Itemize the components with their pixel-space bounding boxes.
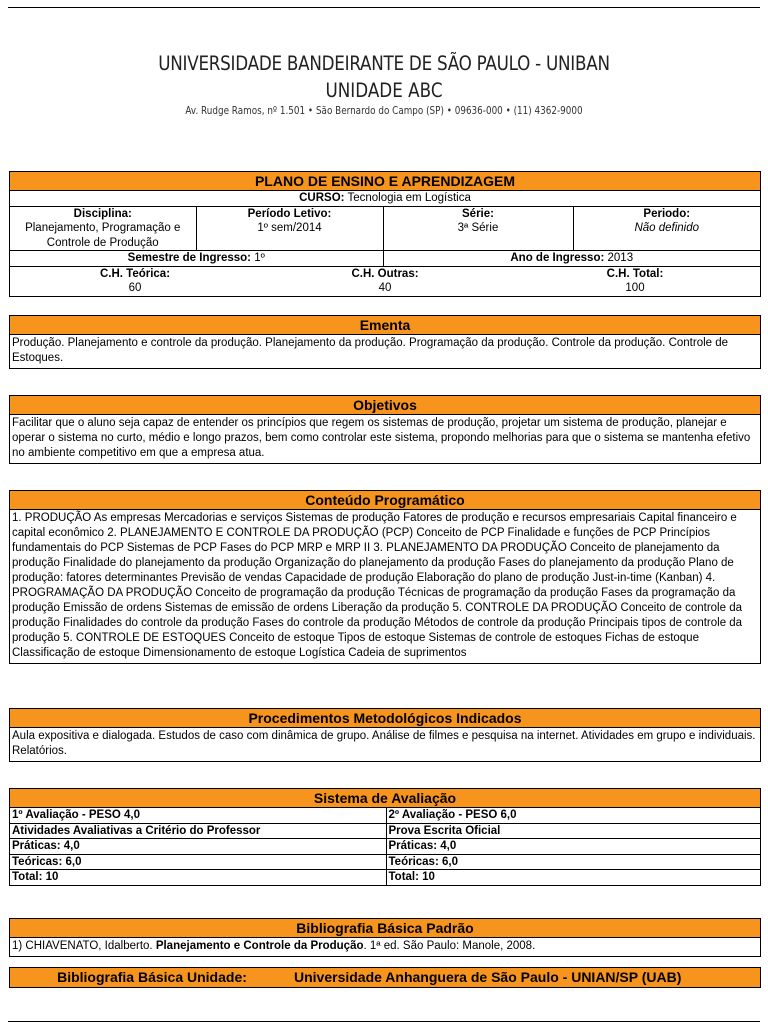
procedimentos-block — [9, 708, 761, 762]
period-cell — [196, 206, 383, 251]
bibliografia-book: Planejamento e Controle da Produção — [155, 940, 364, 952]
conteudo-title: Conteúdo Programático — [10, 491, 760, 510]
year-label: Ano de Ingresso: — [510, 252, 605, 264]
bibliografia-suffix: . 1ª ed. São Paulo: Manole, 2008. — [363, 940, 536, 952]
plan-block — [9, 171, 761, 297]
top-rule — [8, 7, 760, 8]
objetivos-block — [9, 395, 761, 464]
avaliacao-left-1: Atividades Avaliativas a Critério do Professor — [10, 823, 386, 839]
avaliacao-right-2: Práticas: 4,0 — [386, 839, 760, 855]
discipline-label: Disciplina: — [73, 207, 132, 220]
conteudo-block — [9, 490, 761, 664]
ch-total-cell — [510, 267, 760, 296]
ementa-text: Produção. Planejamento e controle da produção. Planejamento da produção. Programação da produção. Controle da produção. Controle de Estoques. — [12, 337, 729, 364]
conteudo-text: 1. PRODUÇÃO As empresas Mercadorias e serviços Sistemas de produção Fatores de produção e recursos empresariais Capital financeiro e capital econômico 2. PLANEJAMENTO E CONTROLE DA PRODUÇÃO (PCP) Conceito de PCP Finalidade e funções de PCP Princípios fundamentais do PCP Sistemas de PCP Fases do PCP MRP e MRP II 3. PLANEJAMENTO DA PRODUÇÃO Conceito de planejamento da produção Finalidade do planejamento da produção Organização do planejamento da produção Fases do planejamento da produção Plano de produção: fatores determinantes Previsão de vendas Capacidade de produção Elaboração do plano de produção Just-in-time (Kanban) 4. PROGRAMAÇÃO DA PRODUÇÃO Conceito de programação da produção Técnicas de programação da produção Fases da programação da produção Emissão de ordens Sistemas de emissão de ordens Liberação da produção 5. CONTROLE DA PRODUÇÃO Conceito de controle da produção Finalidades do controle da produção Fases do controle da produção Métodos de controle da produção Principais tipos de controle da produção 5. CONTROLE DE ESTOQUES Conceito de estoque Tipos de estoque Sistemas de controle de estoques Fichas de estoque Classificação de estoque Dimensionamento de estoque Logística Cadeia de suprimentos — [12, 512, 743, 659]
ingresso-table — [10, 251, 760, 267]
period-label: Período Letivo: — [247, 207, 332, 220]
bibliografia-unidade-bar — [10, 968, 760, 987]
period-value: 1º sem/2014 — [257, 222, 322, 234]
semester-label: Semestre de Ingresso: — [127, 252, 252, 264]
avaliacao-left-3: Teóricas: 6,0 — [10, 854, 386, 870]
ch-outras-value: 40 — [378, 282, 392, 294]
bibliografia-unidade-label: Bibliografia Básica Unidade: — [57, 969, 247, 985]
year-value: 2013 — [607, 252, 634, 264]
bibliografia-block — [9, 918, 761, 957]
avaliacao-title: Sistema de Avaliação — [10, 789, 760, 808]
unit-name: UNIDADE ABC — [325, 79, 443, 102]
periodo-cell — [573, 206, 760, 251]
bibliografia-title: Bibliografia Básica Padrão — [10, 919, 760, 938]
avaliacao-right-4: Total: 10 — [386, 870, 760, 885]
avaliacao-right-0: 2º Avaliação - PESO 6,0 — [386, 808, 760, 823]
address-line: Av. Rudge Ramos, nº 1.501 • São Bernardo do Campo (SP) • 09636-000 • (11) 4362-9000 — [185, 105, 583, 117]
semester-cell — [10, 251, 383, 266]
ch-outras-cell — [260, 267, 510, 296]
ch-outras-label: C.H. Outras: — [351, 267, 419, 280]
objetivos-text: Facilitar que o aluno seja capaz de entender os princípios que regem os sistemas de produção, projetar um sistema de produção, planejar e operar o sistema no curto, médio e longo prazos, bem como controlar este sistema, propondo melhorias para que o sistema se mantenha efetivo no ambiente competitivo em que a empresa atua. — [12, 417, 751, 459]
periodo-value: Não definido — [634, 222, 700, 234]
course-cell — [10, 191, 760, 206]
course-value: Tecnologia em Logística — [347, 192, 471, 204]
avaliacao-right-3: Teóricas: 6,0 — [386, 854, 760, 870]
ch-table — [10, 267, 760, 296]
avaliacao-left-2: Práticas: 4,0 — [10, 839, 386, 855]
periodo-label: Periodo: — [643, 207, 691, 220]
objetivos-title: Objetivos — [10, 396, 760, 415]
avaliacao-left-0: 1º Avaliação - PESO 4,0 — [10, 808, 386, 823]
series-cell — [383, 206, 573, 251]
discipline-value: Planejamento, Programação e Controle de Produção — [25, 222, 181, 249]
ch-teorica-label: C.H. Teórica: — [99, 267, 171, 280]
bottom-rule — [8, 1021, 760, 1022]
ch-teorica-cell — [10, 267, 260, 296]
plan-title: PLANO DE ENSINO E APRENDIZAGEM — [10, 172, 760, 191]
university-name: UNIVERSIDADE BANDEIRANTE DE SÃO PAULO - UNIBAN — [158, 52, 610, 75]
bibliografia-entry — [10, 938, 760, 956]
procedimentos-title: Procedimentos Metodológicos Indicados — [10, 709, 760, 728]
avaliacao-right-1: Prova Escrita Oficial — [386, 823, 760, 839]
avaliacao-left-4: Total: 10 — [10, 870, 386, 885]
year-cell — [383, 251, 760, 266]
ch-total-label: C.H. Total: — [606, 267, 664, 280]
ch-teorica-value: 60 — [128, 282, 142, 294]
procedimentos-text: Aula expositiva e dialogada. Estudos de caso com dinâmica de grupo. Análise de filmes e pesquisa na internet. Atividades em grupo e individuais. Relatórios. — [12, 730, 756, 757]
course-label: CURSO: — [299, 192, 345, 204]
bibliografia-unidade-block — [9, 967, 761, 988]
plan-table — [10, 191, 760, 251]
avaliacao-block — [9, 788, 761, 886]
ch-total-value: 100 — [625, 282, 645, 294]
ementa-title: Ementa — [10, 316, 760, 335]
ementa-block — [9, 315, 761, 369]
bibliografia-unidade-value: Universidade Anhanguera de São Paulo - UNIAN/SP (UAB) — [294, 969, 682, 985]
avaliacao-table — [10, 808, 760, 885]
semester-value: 1º — [254, 252, 265, 264]
discipline-cell — [10, 206, 196, 251]
bibliografia-prefix: 1) CHIAVENATO, Idalberto. — [12, 940, 156, 952]
series-label: Série: — [462, 207, 494, 220]
series-value: 3ª Série — [457, 222, 499, 234]
